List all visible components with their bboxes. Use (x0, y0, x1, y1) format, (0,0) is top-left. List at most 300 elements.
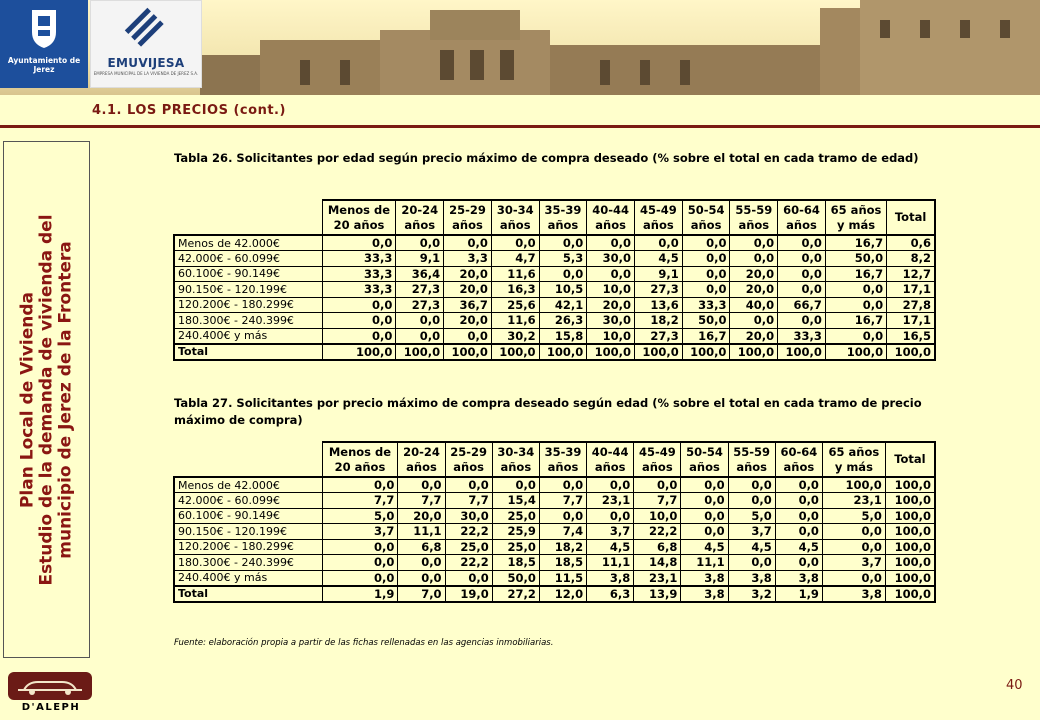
row-label: 240.400€ y más (174, 570, 322, 586)
table-cell: 16,3 (491, 282, 539, 298)
table-cell: 0,0 (396, 328, 444, 344)
table-cell: 5,3 (539, 251, 587, 267)
table-cell: 14,8 (634, 555, 681, 571)
table-cell: 0,0 (728, 493, 775, 509)
column-header-line-1: 35-39 (544, 444, 582, 459)
section-title: 4.1. LOS PRECIOS (cont.) (92, 103, 286, 118)
column-header (822, 442, 885, 477)
table-cell: 0,0 (730, 235, 778, 251)
table-cell: 100,0 (885, 493, 935, 509)
table-cell: 0,0 (730, 313, 778, 329)
table-total-row (174, 586, 935, 602)
table-cell: 4,5 (587, 539, 634, 555)
table-cell: 30,2 (491, 328, 539, 344)
table-cell: 4,5 (728, 539, 775, 555)
table-cell: 10,5 (539, 282, 587, 298)
table-cell: 11,6 (491, 266, 539, 282)
column-header-line-1: 40-44 (592, 202, 630, 217)
table-cell: 33,3 (778, 328, 826, 344)
table-cell: 100,0 (885, 586, 935, 602)
table-row (174, 313, 935, 329)
column-header-line-1: 30-34 (497, 444, 535, 459)
table-cell: 0,0 (635, 235, 683, 251)
table-cell: 6,3 (587, 586, 634, 602)
table-cell: 3,8 (775, 570, 822, 586)
table-cell: 27,8 (887, 297, 935, 313)
column-header-line-2: años (594, 459, 626, 474)
table-cell: 22,2 (445, 555, 492, 571)
emuvijesa-label: EMUVIJESA (107, 56, 185, 70)
table-cell: 0,0 (682, 266, 730, 282)
table-cell: 0,0 (322, 539, 398, 555)
table-cell: 0,0 (778, 313, 826, 329)
table-cell: 3,8 (728, 570, 775, 586)
row-label: 90.150€ - 120.199€ (174, 524, 322, 540)
sidebar-vertical-title (19, 150, 76, 650)
table-cell: 0,0 (775, 555, 822, 571)
table-cell: 0,0 (728, 555, 775, 571)
table-cell: 3,8 (587, 570, 634, 586)
table-cell: 30,0 (587, 251, 635, 267)
column-header-line-2: años (453, 459, 484, 474)
table-row (174, 297, 935, 313)
table-cell: 17,1 (887, 313, 935, 329)
table-cell: 0,0 (822, 539, 885, 555)
daleph-label: D'ALEPH (21, 702, 81, 713)
table-cell: 0,0 (778, 235, 826, 251)
column-header (778, 200, 826, 235)
column-header-line-2: 20 años (333, 217, 385, 232)
table-cell: 100,0 (887, 344, 935, 360)
column-header (728, 442, 775, 477)
column-header-line-2: y más (834, 459, 873, 474)
column-header (491, 200, 539, 235)
table-cell: 0,0 (396, 235, 444, 251)
table-row (174, 251, 935, 267)
table-cell: 20,0 (730, 328, 778, 344)
table-cell: 100,0 (885, 539, 935, 555)
table-cell: 3,7 (822, 555, 885, 571)
table-cell: 15,4 (492, 493, 539, 509)
table-cell: 0,0 (322, 477, 398, 493)
table-cell: 12,0 (539, 586, 586, 602)
table-cell: 20,0 (444, 282, 492, 298)
column-header-line-2: años (643, 217, 674, 232)
table-cell: 3,3 (444, 251, 492, 267)
table-cell: 4,5 (635, 251, 683, 267)
sidebar-line-1: Plan Local de Vivienda (17, 291, 38, 509)
table-cell: 6,8 (634, 539, 681, 555)
table-cell: 0,0 (322, 313, 396, 329)
column-header-line-2: años (738, 217, 770, 232)
table-cell: 22,2 (634, 524, 681, 540)
column-header-line-1: 50-54 (686, 444, 723, 459)
row-label: 42.000€ - 60.099€ (174, 251, 322, 267)
row-label: 120.200€ - 180.299€ (174, 539, 322, 555)
table-cell: 20,0 (587, 297, 635, 313)
column-header-line-1: Menos de (328, 444, 392, 459)
table-cell: 0,0 (778, 251, 826, 267)
header-corner (174, 200, 322, 235)
row-label: 90.150€ - 120.199€ (174, 282, 322, 298)
table-cell: 100,0 (885, 555, 935, 571)
table-cell: 18,5 (492, 555, 539, 571)
table-cell: 0,0 (825, 328, 886, 344)
table-row (174, 235, 935, 251)
column-header-line-2: años (452, 217, 483, 232)
table-row (174, 508, 935, 524)
column-header-line-1: 35-39 (544, 202, 582, 217)
column-header-line-2: y más (836, 217, 876, 232)
column-header (634, 442, 681, 477)
table-cell: 7,7 (322, 493, 398, 509)
table-cell: 100,0 (587, 344, 635, 360)
table-cell: 30,0 (445, 508, 492, 524)
table-cell: 0,0 (778, 282, 826, 298)
table-cell: 11,5 (539, 570, 586, 586)
table-cell: 0,0 (587, 477, 634, 493)
table-cell: 0,0 (634, 477, 681, 493)
row-label: Menos de 42.000€ (174, 235, 322, 251)
column-header (825, 200, 886, 235)
column-header-line-1: 45-49 (638, 444, 676, 459)
table-cell: 20,0 (730, 266, 778, 282)
column-header-line-2: años (595, 217, 626, 232)
row-label: 60.100€ - 90.149€ (174, 266, 322, 282)
table-cell: 0,0 (398, 555, 445, 571)
column-header (322, 200, 396, 235)
ayuntamiento-label: Ayuntamiento de Jerez (7, 56, 81, 74)
table-row (174, 477, 935, 493)
table-cell: 1,9 (322, 586, 398, 602)
table-row (174, 555, 935, 571)
table-cell: 9,1 (635, 266, 683, 282)
table-cell: 0,0 (398, 570, 445, 586)
table-row (174, 493, 935, 509)
table-cell: 16,7 (825, 266, 886, 282)
column-header-line-1: Total (894, 452, 926, 466)
column-header (885, 442, 935, 477)
row-label: Menos de 42.000€ (174, 477, 322, 493)
table-cell: 100,0 (322, 344, 396, 360)
table-cell: 33,3 (322, 251, 396, 267)
column-header-line-1: Total (894, 210, 927, 224)
table-cell: 27,3 (396, 282, 444, 298)
table-cell: 3,7 (322, 524, 398, 540)
table-cell: 0,0 (492, 477, 539, 493)
table-cell: 0,0 (539, 266, 587, 282)
row-label: 120.200€ - 180.299€ (174, 297, 322, 313)
table-cell: 0,0 (775, 524, 822, 540)
table-cell: 20,0 (398, 508, 445, 524)
header-divider (0, 125, 1040, 128)
table-cell: 0,0 (682, 251, 730, 267)
table-cell: 10,0 (587, 282, 635, 298)
column-header (444, 200, 492, 235)
table-cell: 50,0 (492, 570, 539, 586)
table-cell: 25,0 (492, 508, 539, 524)
table-cell: 23,1 (587, 493, 634, 509)
table-cell: 0,0 (822, 524, 885, 540)
table-cell: 27,3 (635, 282, 683, 298)
table-cell: 0,0 (539, 508, 586, 524)
table-cell: 0,0 (682, 282, 730, 298)
table-cell: 100,0 (491, 344, 539, 360)
emuvijesa-logo (90, 0, 202, 88)
column-header-line-2: años (406, 459, 437, 474)
table-cell: 0,0 (587, 235, 635, 251)
column-header-line-1: 30-34 (496, 202, 534, 217)
table-cell: 0,0 (444, 235, 492, 251)
table-cell: 40,0 (730, 297, 778, 313)
table-cell: 18,2 (539, 539, 586, 555)
column-header (539, 442, 586, 477)
table-cell: 3,2 (728, 586, 775, 602)
table-cell: 7,4 (539, 524, 586, 540)
table-cell: 23,1 (634, 570, 681, 586)
table27 (173, 441, 936, 603)
table-cell: 30,0 (587, 313, 635, 329)
table-cell: 25,6 (491, 297, 539, 313)
table-cell: 100,0 (825, 344, 886, 360)
column-header (682, 200, 730, 235)
row-label: Total (174, 586, 322, 602)
column-header-line-1: 55-59 (735, 202, 773, 217)
daleph-emblem (8, 672, 92, 700)
table-cell: 0,0 (822, 570, 885, 586)
column-header (445, 442, 492, 477)
table-row (174, 524, 935, 540)
header-corner (174, 442, 322, 477)
column-header-line-1: 50-54 (687, 202, 725, 217)
emuvijesa-mark-icon (91, 1, 201, 53)
table-cell: 17,1 (887, 282, 935, 298)
column-header-line-1: 25-29 (450, 444, 488, 459)
column-header-line-2: años (547, 217, 579, 232)
table-row (174, 539, 935, 555)
column-header-line-2: años (500, 459, 532, 474)
table-cell: 23,1 (822, 493, 885, 509)
column-header (887, 200, 935, 235)
table-cell: 5,0 (822, 508, 885, 524)
table-cell: 0,0 (322, 235, 396, 251)
table27-caption: Tabla 27. Solicitantes por precio máximo de compra deseado según edad (% sobre el total en cada tramo de precio máximo de compra) (174, 396, 922, 427)
column-header-line-2: años (641, 459, 673, 474)
table-cell: 0,0 (778, 266, 826, 282)
column-header-line-1: 60-64 (780, 444, 818, 459)
table-cell: 18,5 (539, 555, 586, 571)
table-cell: 0,0 (539, 477, 586, 493)
column-header (492, 442, 539, 477)
header-banner (0, 0, 1040, 95)
table-cell: 16,7 (825, 313, 886, 329)
table-cell: 10,0 (587, 328, 635, 344)
ayuntamiento-logo (0, 0, 88, 88)
column-header-line-1: 40-44 (591, 444, 629, 459)
column-header (681, 442, 728, 477)
table-cell: 0,0 (444, 328, 492, 344)
table-cell: 0,0 (587, 508, 634, 524)
column-header-line-1: 65 años (830, 202, 882, 217)
table-cell: 26,3 (539, 313, 587, 329)
table-cell: 0,0 (322, 555, 398, 571)
table-cell: 16,7 (825, 235, 886, 251)
table-cell: 27,2 (492, 586, 539, 602)
table-cell: 0,0 (322, 570, 398, 586)
table-cell: 100,0 (885, 477, 935, 493)
table-cell: 0,0 (730, 251, 778, 267)
column-header (322, 442, 398, 477)
table-cell: 4,5 (681, 539, 728, 555)
column-header-line-2: años (547, 459, 579, 474)
table-cell: 0,0 (681, 493, 728, 509)
table-cell: 0,0 (396, 313, 444, 329)
column-header-line-1: 20-24 (403, 444, 440, 459)
table-cell: 100,0 (539, 344, 587, 360)
column-header (635, 200, 683, 235)
column-header-line-2: años (499, 217, 531, 232)
page-number: 40 (1006, 678, 1023, 693)
table-cell: 100,0 (444, 344, 492, 360)
table-cell: 16,5 (887, 328, 935, 344)
column-header-line-1: 45-49 (639, 202, 677, 217)
table-row (174, 328, 935, 344)
sidebar-panel (3, 141, 90, 658)
column-header-line-1: 60-64 (783, 202, 820, 217)
table-cell: 66,7 (778, 297, 826, 313)
table-cell: 13,9 (634, 586, 681, 602)
table-cell: 0,0 (775, 477, 822, 493)
column-header (730, 200, 778, 235)
table-cell: 20,0 (444, 313, 492, 329)
table-cell: 100,0 (885, 508, 935, 524)
table-row (174, 282, 935, 298)
table-cell: 0,0 (825, 297, 886, 313)
table-cell: 1,9 (775, 586, 822, 602)
table-cell: 33,3 (682, 297, 730, 313)
table-cell: 3,8 (681, 570, 728, 586)
table-cell: 0,0 (491, 235, 539, 251)
table-cell: 11,1 (681, 555, 728, 571)
table-cell: 0,0 (445, 477, 492, 493)
column-header (587, 442, 634, 477)
table-cell: 6,8 (398, 539, 445, 555)
column-header-line-2: años (783, 459, 815, 474)
table-total-row (174, 344, 935, 360)
table-cell: 36,4 (396, 266, 444, 282)
column-header-line-1: 20-24 (401, 202, 439, 217)
row-label: 60.100€ - 90.149€ (174, 508, 322, 524)
table-cell: 11,1 (398, 524, 445, 540)
table-cell: 33,3 (322, 266, 396, 282)
table-cell: 0,0 (728, 477, 775, 493)
emuvijesa-sublabel: EMPRESA MUNICIPAL DE LA VIVIENDA DE JEREZ S.A. (93, 71, 199, 76)
table-cell: 25,9 (492, 524, 539, 540)
table-cell: 100,0 (885, 570, 935, 586)
table-cell: 33,3 (322, 282, 396, 298)
column-header-line-1: Menos de (327, 202, 391, 217)
table-cell: 0,0 (322, 297, 396, 313)
column-header-line-1: 25-29 (449, 202, 486, 217)
table-cell: 5,0 (728, 508, 775, 524)
sidebar-line-2: Estudio de la demanda de vivienda del (36, 214, 57, 586)
table-cell: 27,3 (396, 297, 444, 313)
table-cell: 36,7 (444, 297, 492, 313)
row-label: 42.000€ - 60.099€ (174, 493, 322, 509)
column-header-line-1: 55-59 (733, 444, 771, 459)
table-cell: 11,1 (587, 555, 634, 571)
table-cell: 0,0 (681, 477, 728, 493)
table-cell: 8,2 (887, 251, 935, 267)
table26 (173, 199, 936, 361)
table-cell: 16,7 (682, 328, 730, 344)
table-cell: 3,8 (822, 586, 885, 602)
table-cell: 0,0 (445, 570, 492, 586)
table-cell: 0,0 (825, 282, 886, 298)
table-cell: 4,7 (491, 251, 539, 267)
table-cell: 22,2 (445, 524, 492, 540)
table26-caption: Tabla 26. Solicitantes por edad según precio máximo de compra deseado (% sobre el total en cada tramo de edad) (174, 151, 919, 165)
table-cell: 25,0 (492, 539, 539, 555)
table-cell: 100,0 (730, 344, 778, 360)
table-cell: 100,0 (396, 344, 444, 360)
table-cell: 7,7 (634, 493, 681, 509)
table-cell: 27,3 (635, 328, 683, 344)
column-header-line-2: años (404, 217, 436, 232)
daleph-logo (5, 669, 97, 717)
table-cell: 10,0 (634, 508, 681, 524)
column-header (775, 442, 822, 477)
table-cell: 3,8 (681, 586, 728, 602)
column-header (398, 442, 445, 477)
column-header-line-2: años (689, 459, 720, 474)
table-cell: 7,7 (539, 493, 586, 509)
table-cell: 0,0 (539, 235, 587, 251)
table-cell: 0,0 (322, 328, 396, 344)
table-cell: 9,1 (396, 251, 444, 267)
row-label: 240.400€ y más (174, 328, 322, 344)
column-header (587, 200, 635, 235)
table-cell: 7,7 (398, 493, 445, 509)
table-cell: 20,0 (444, 266, 492, 282)
row-label: Total (174, 344, 322, 360)
table-cell: 100,0 (682, 344, 730, 360)
table-cell: 100,0 (778, 344, 826, 360)
shield-icon (0, 0, 88, 56)
table-cell: 0,0 (398, 477, 445, 493)
table-cell: 0,0 (775, 508, 822, 524)
table-cell: 50,0 (825, 251, 886, 267)
column-header-line-2: años (786, 217, 817, 232)
table-cell: 0,0 (682, 235, 730, 251)
table-cell: 4,5 (775, 539, 822, 555)
row-label: 180.300€ - 240.399€ (174, 555, 322, 571)
table-cell: 13,6 (635, 297, 683, 313)
column-header-line-2: años (690, 217, 722, 232)
table-cell: 11,6 (491, 313, 539, 329)
table-cell: 0,0 (587, 266, 635, 282)
source-note: Fuente: elaboración propia a partir de las fichas rellenadas en las agencias inmobiliarias. (174, 638, 554, 648)
column-header (396, 200, 444, 235)
table-cell: 25,0 (445, 539, 492, 555)
table-cell: 0,0 (775, 493, 822, 509)
table-cell: 0,6 (887, 235, 935, 251)
table-cell: 100,0 (885, 524, 935, 540)
table-cell: 18,2 (635, 313, 683, 329)
table-cell: 42,1 (539, 297, 587, 313)
table-cell: 0,0 (681, 524, 728, 540)
table-cell: 100,0 (822, 477, 885, 493)
